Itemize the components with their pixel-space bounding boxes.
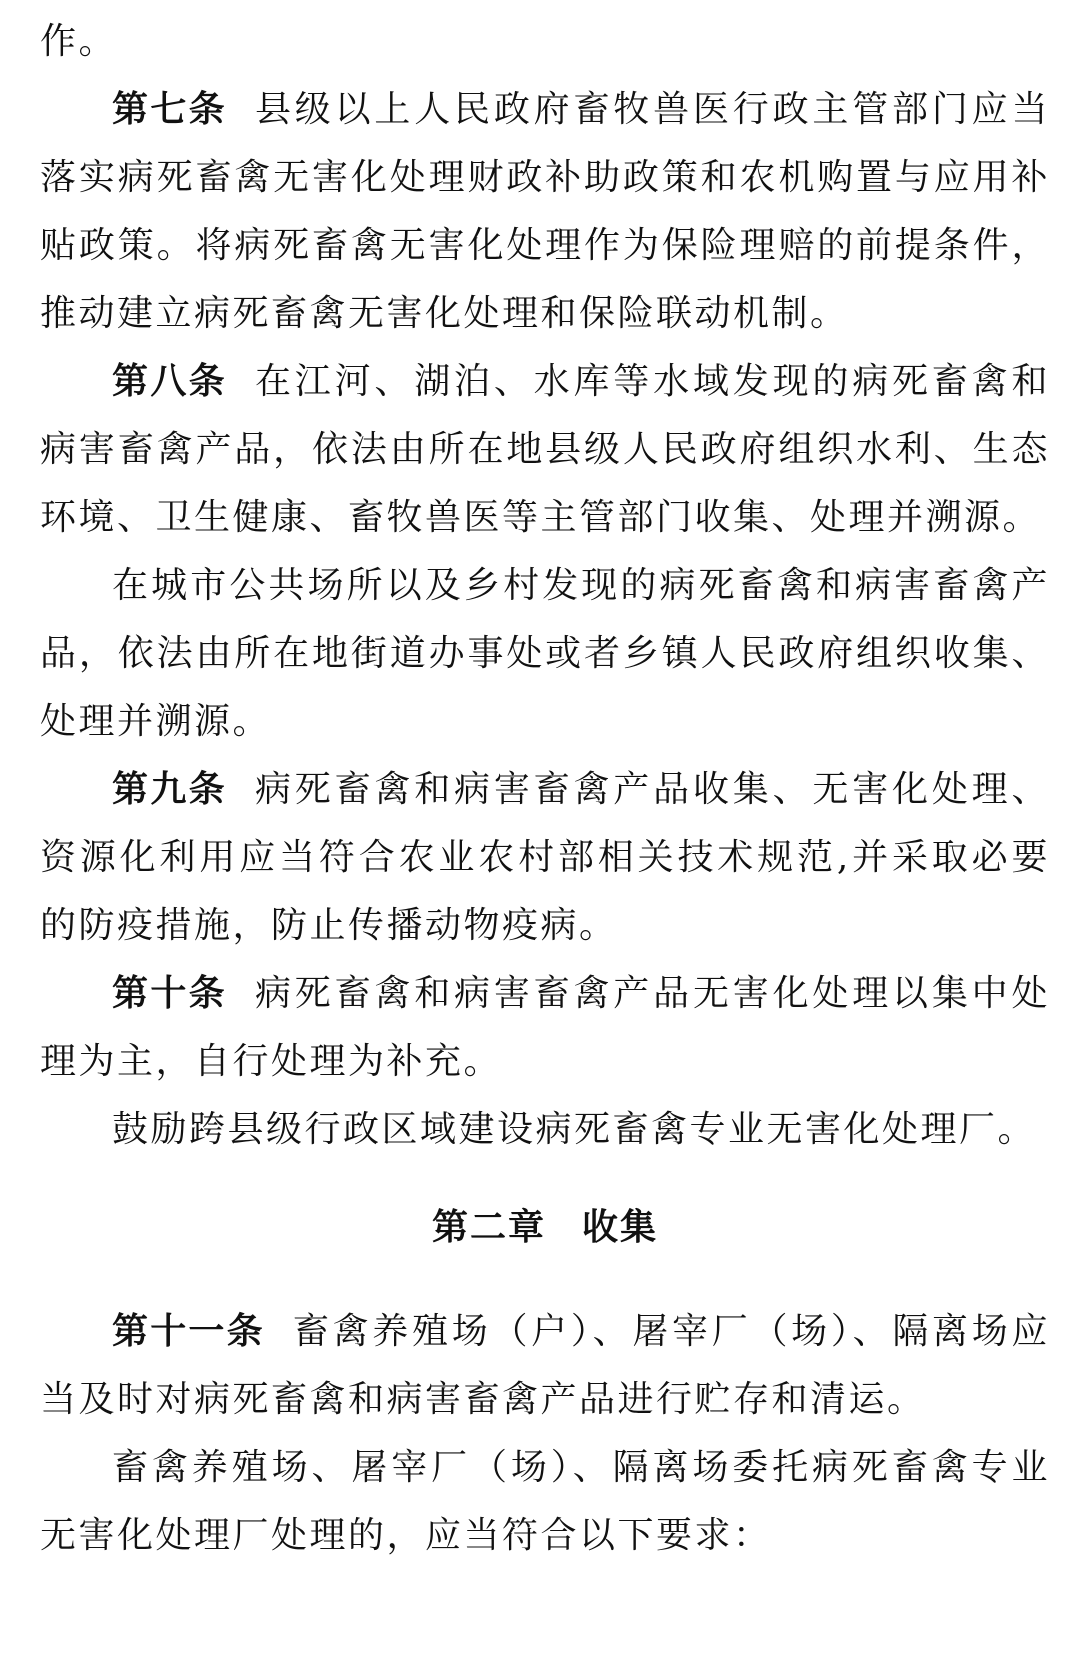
article-8-paragraph-2 — [40, 552, 1050, 756]
article-8 — [40, 348, 1050, 552]
article-11 — [40, 1298, 1050, 1434]
chapter-number: 第二章 — [431, 1207, 546, 1248]
article-text: 县级以上人民政府畜牧兽医行政主管部门应当落实病死畜禽无害化处理财政补助政策和农机购置与应用补贴政策。将病死畜禽无害化处理作为保险理赔的前提条件，推动建立病死畜禽无害化处理和保险联动机制。 — [40, 89, 1050, 334]
article-text: 在江河、湖泊、水库等水域发现的病死畜禽和病害畜禽产品，依法由所在地县级人民政府组织水利、生态环境、卫生健康、畜牧兽医等主管部门收集、处理并溯源。 — [40, 361, 1050, 538]
article-number: 第八条 — [112, 361, 227, 402]
article-number: 第十条 — [112, 973, 227, 1014]
document-page — [40, 0, 1050, 1570]
article-text: 病死畜禽和病害畜禽产品无害化处理以集中处理为主，自行处理为补充。 — [40, 973, 1050, 1082]
article-number: 第七条 — [112, 89, 227, 130]
paragraph-text: 在城市公共场所以及乡村发现的病死畜禽和病害畜禽产品，依法由所在地街道办事处或者乡镇人民政府组织收集、处理并溯源。 — [40, 565, 1050, 742]
article-10 — [40, 960, 1050, 1096]
article-9 — [40, 756, 1050, 960]
chapter-title: 收集 — [582, 1207, 659, 1248]
article-text: 病死畜禽和病害畜禽产品收集、无害化处理、资源化利用应当符合农业农村部相关技术规范,并采取必要的防疫措施，防止传播动物疫病。 — [40, 769, 1050, 946]
article-number: 第九条 — [112, 769, 227, 810]
article-7 — [40, 76, 1050, 348]
paragraph-continuation — [40, 8, 1050, 76]
article-11-paragraph-2 — [40, 1434, 1050, 1570]
paragraph-text: 作。 — [40, 21, 118, 62]
article-number: 第十一条 — [112, 1311, 265, 1352]
paragraph-text: 鼓励跨县级行政区域建设病死畜禽专业无害化处理厂。 — [112, 1109, 1037, 1150]
paragraph-text: 畜禽养殖场、屠宰厂（场）、隔离场委托病死畜禽专业无害化处理厂处理的，应当符合以下要求： — [40, 1447, 1050, 1556]
article-text: 畜禽养殖场（户）、屠宰厂（场）、隔离场应当及时对病死畜禽和病害畜禽产品进行贮存和清运。 — [40, 1311, 1050, 1420]
article-10-paragraph-2 — [40, 1096, 1050, 1164]
chapter-heading — [40, 1194, 1050, 1262]
